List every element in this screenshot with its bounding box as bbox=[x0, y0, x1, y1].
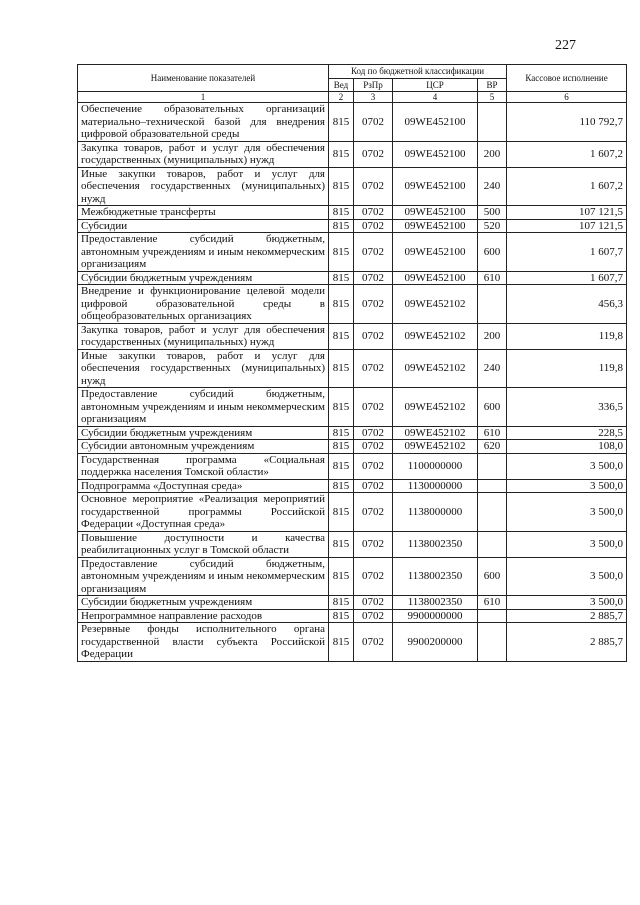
row-csr: 09WE452100 bbox=[393, 141, 478, 167]
row-name: Повышение доступности и качества реабилитационных услуг в Томской области bbox=[78, 531, 329, 557]
row-name: Субсидии бюджетным учреждениям bbox=[78, 596, 329, 610]
row-csr: 1138000000 bbox=[393, 493, 478, 532]
row-name: Внедрение и функционирование целевой модели цифровой образовательной среды в общеобразовательных организациях bbox=[78, 285, 329, 324]
row-rzpr: 0702 bbox=[354, 141, 393, 167]
row-rzpr: 0702 bbox=[354, 609, 393, 623]
row-sum: 3 500,0 bbox=[507, 479, 627, 493]
table-row bbox=[78, 167, 627, 206]
row-rzpr: 0702 bbox=[354, 388, 393, 427]
row-name: Субсидии бюджетным учреждениям bbox=[78, 426, 329, 440]
row-sum: 107 121,5 bbox=[507, 219, 627, 233]
row-rzpr: 0702 bbox=[354, 493, 393, 532]
row-rzpr: 0702 bbox=[354, 557, 393, 596]
table-row bbox=[78, 493, 627, 532]
row-name: Предоставление субсидий бюджетным, автономным учреждениям и иным некоммерческим организациям bbox=[78, 557, 329, 596]
table-row bbox=[78, 596, 627, 610]
row-name: Государственная программа «Социальная поддержка населения Томской области» bbox=[78, 453, 329, 479]
row-name: Иные закупки товаров, работ и услуг для обеспечения государственных (муниципальных) нужд bbox=[78, 167, 329, 206]
row-csr: 09WE452100 bbox=[393, 219, 478, 233]
row-ved: 815 bbox=[329, 285, 354, 324]
row-csr: 1130000000 bbox=[393, 479, 478, 493]
row-csr: 09WE452102 bbox=[393, 440, 478, 454]
row-csr: 09WE452100 bbox=[393, 271, 478, 285]
row-sum: 3 500,0 bbox=[507, 557, 627, 596]
row-rzpr: 0702 bbox=[354, 285, 393, 324]
row-sum: 3 500,0 bbox=[507, 453, 627, 479]
budget-table bbox=[77, 64, 627, 662]
row-name: Предоставление субсидий бюджетным, автономным учреждениям и иным некоммерческим организациям bbox=[78, 233, 329, 272]
table-row bbox=[78, 531, 627, 557]
table-row bbox=[78, 233, 627, 272]
row-sum: 3 500,0 bbox=[507, 596, 627, 610]
header-num-2: 2 bbox=[329, 92, 354, 103]
row-rzpr: 0702 bbox=[354, 596, 393, 610]
row-name: Непрограммное направление расходов bbox=[78, 609, 329, 623]
header-rzpr: РзПр bbox=[354, 78, 393, 92]
row-vr: 610 bbox=[478, 426, 507, 440]
row-sum: 456,3 bbox=[507, 285, 627, 324]
row-vr: 240 bbox=[478, 349, 507, 388]
header-name: Наименование показателей bbox=[78, 65, 329, 92]
table-row bbox=[78, 349, 627, 388]
table-row bbox=[78, 426, 627, 440]
row-vr bbox=[478, 623, 507, 662]
row-ved: 815 bbox=[329, 479, 354, 493]
table-row bbox=[78, 271, 627, 285]
row-ved: 815 bbox=[329, 271, 354, 285]
row-ved: 815 bbox=[329, 453, 354, 479]
row-vr: 610 bbox=[478, 596, 507, 610]
row-sum: 108,0 bbox=[507, 440, 627, 454]
row-rzpr: 0702 bbox=[354, 440, 393, 454]
row-name: Субсидии bbox=[78, 219, 329, 233]
row-rzpr: 0702 bbox=[354, 453, 393, 479]
row-rzpr: 0702 bbox=[354, 219, 393, 233]
row-sum: 1 607,7 bbox=[507, 233, 627, 272]
header-cash: Кассовое исполнение bbox=[507, 65, 627, 92]
row-sum: 336,5 bbox=[507, 388, 627, 427]
row-vr: 500 bbox=[478, 206, 507, 220]
row-vr bbox=[478, 609, 507, 623]
page-number: 227 bbox=[555, 38, 576, 53]
row-sum: 1 607,2 bbox=[507, 141, 627, 167]
row-vr bbox=[478, 103, 507, 142]
row-ved: 815 bbox=[329, 323, 354, 349]
row-ved: 815 bbox=[329, 493, 354, 532]
row-vr: 200 bbox=[478, 323, 507, 349]
row-rzpr: 0702 bbox=[354, 206, 393, 220]
row-name: Обеспечение образовательных организаций материально–технической базой для внедрения цифровой образовательной среды bbox=[78, 103, 329, 142]
header-num-6: 6 bbox=[507, 92, 627, 103]
table-row bbox=[78, 219, 627, 233]
row-csr: 1138002350 bbox=[393, 557, 478, 596]
row-ved: 815 bbox=[329, 623, 354, 662]
row-rzpr: 0702 bbox=[354, 233, 393, 272]
row-sum: 119,8 bbox=[507, 323, 627, 349]
row-ved: 815 bbox=[329, 426, 354, 440]
row-csr: 1138002350 bbox=[393, 596, 478, 610]
table-row bbox=[78, 609, 627, 623]
row-vr: 600 bbox=[478, 388, 507, 427]
row-name: Резервные фонды исполнительного органа государственной власти субъекта Российской Федерации bbox=[78, 623, 329, 662]
row-ved: 815 bbox=[329, 167, 354, 206]
row-sum: 1 607,7 bbox=[507, 271, 627, 285]
row-sum: 228,5 bbox=[507, 426, 627, 440]
table-row bbox=[78, 323, 627, 349]
row-sum: 1 607,2 bbox=[507, 167, 627, 206]
row-csr: 1100000000 bbox=[393, 453, 478, 479]
table-row bbox=[78, 440, 627, 454]
row-name: Субсидии автономным учреждениям bbox=[78, 440, 329, 454]
row-name: Предоставление субсидий бюджетным, автономным учреждениям и иным некоммерческим организациям bbox=[78, 388, 329, 427]
row-vr: 240 bbox=[478, 167, 507, 206]
row-ved: 815 bbox=[329, 440, 354, 454]
header-num-1: 1 bbox=[78, 92, 329, 103]
row-csr: 09WE452100 bbox=[393, 167, 478, 206]
row-vr: 200 bbox=[478, 141, 507, 167]
row-vr: 620 bbox=[478, 440, 507, 454]
row-sum: 3 500,0 bbox=[507, 493, 627, 532]
row-sum: 110 792,7 bbox=[507, 103, 627, 142]
row-vr: 600 bbox=[478, 557, 507, 596]
row-csr: 9900200000 bbox=[393, 623, 478, 662]
row-vr: 610 bbox=[478, 271, 507, 285]
row-vr bbox=[478, 479, 507, 493]
row-csr: 09WE452102 bbox=[393, 349, 478, 388]
row-csr: 1138002350 bbox=[393, 531, 478, 557]
row-rzpr: 0702 bbox=[354, 103, 393, 142]
table-row bbox=[78, 453, 627, 479]
row-rzpr: 0702 bbox=[354, 479, 393, 493]
row-csr: 09WE452102 bbox=[393, 388, 478, 427]
row-rzpr: 0702 bbox=[354, 623, 393, 662]
row-csr: 09WE452102 bbox=[393, 426, 478, 440]
row-sum: 2 885,7 bbox=[507, 609, 627, 623]
header-num-4: 4 bbox=[393, 92, 478, 103]
header-code-group: Код по бюджетной классификации bbox=[329, 65, 507, 79]
row-ved: 815 bbox=[329, 388, 354, 427]
row-vr bbox=[478, 493, 507, 532]
row-vr bbox=[478, 453, 507, 479]
row-name: Субсидии бюджетным учреждениям bbox=[78, 271, 329, 285]
table-row bbox=[78, 285, 627, 324]
header-vr: ВР bbox=[478, 78, 507, 92]
row-sum: 3 500,0 bbox=[507, 531, 627, 557]
row-csr: 09WE452102 bbox=[393, 285, 478, 324]
row-ved: 815 bbox=[329, 557, 354, 596]
row-vr: 520 bbox=[478, 219, 507, 233]
row-rzpr: 0702 bbox=[354, 531, 393, 557]
row-csr: 09WE452100 bbox=[393, 233, 478, 272]
row-vr bbox=[478, 531, 507, 557]
table-row bbox=[78, 623, 627, 662]
row-csr: 9900000000 bbox=[393, 609, 478, 623]
row-ved: 815 bbox=[329, 531, 354, 557]
header-csr: ЦСР bbox=[393, 78, 478, 92]
row-vr bbox=[478, 285, 507, 324]
table-row bbox=[78, 206, 627, 220]
row-name: Основное мероприятие «Реализация мероприятий государственной программы Российской Федерации «Доступная среда» bbox=[78, 493, 329, 532]
row-sum: 2 885,7 bbox=[507, 623, 627, 662]
header-num-5: 5 bbox=[478, 92, 507, 103]
header-ved: Вед bbox=[329, 78, 354, 92]
table-row bbox=[78, 479, 627, 493]
row-sum: 107 121,5 bbox=[507, 206, 627, 220]
row-name: Межбюджетные трансферты bbox=[78, 206, 329, 220]
header-num-3: 3 bbox=[354, 92, 393, 103]
row-name: Подпрограмма «Доступная среда» bbox=[78, 479, 329, 493]
row-ved: 815 bbox=[329, 141, 354, 167]
table-row bbox=[78, 103, 627, 142]
row-ved: 815 bbox=[329, 103, 354, 142]
row-rzpr: 0702 bbox=[354, 426, 393, 440]
row-name: Иные закупки товаров, работ и услуг для обеспечения государственных (муниципальных) нужд bbox=[78, 349, 329, 388]
row-csr: 09WE452100 bbox=[393, 103, 478, 142]
row-name: Закупка товаров, работ и услуг для обеспечения государственных (муниципальных) нужд bbox=[78, 323, 329, 349]
table-row bbox=[78, 141, 627, 167]
row-vr: 600 bbox=[478, 233, 507, 272]
row-ved: 815 bbox=[329, 219, 354, 233]
row-ved: 815 bbox=[329, 206, 354, 220]
table-row bbox=[78, 388, 627, 427]
row-rzpr: 0702 bbox=[354, 323, 393, 349]
table-row bbox=[78, 557, 627, 596]
row-ved: 815 bbox=[329, 596, 354, 610]
row-rzpr: 0702 bbox=[354, 167, 393, 206]
row-ved: 815 bbox=[329, 233, 354, 272]
row-name: Закупка товаров, работ и услуг для обеспечения государственных (муниципальных) нужд bbox=[78, 141, 329, 167]
row-rzpr: 0702 bbox=[354, 349, 393, 388]
row-ved: 815 bbox=[329, 609, 354, 623]
row-csr: 09WE452100 bbox=[393, 206, 478, 220]
row-sum: 119,8 bbox=[507, 349, 627, 388]
row-rzpr: 0702 bbox=[354, 271, 393, 285]
row-ved: 815 bbox=[329, 349, 354, 388]
row-csr: 09WE452102 bbox=[393, 323, 478, 349]
